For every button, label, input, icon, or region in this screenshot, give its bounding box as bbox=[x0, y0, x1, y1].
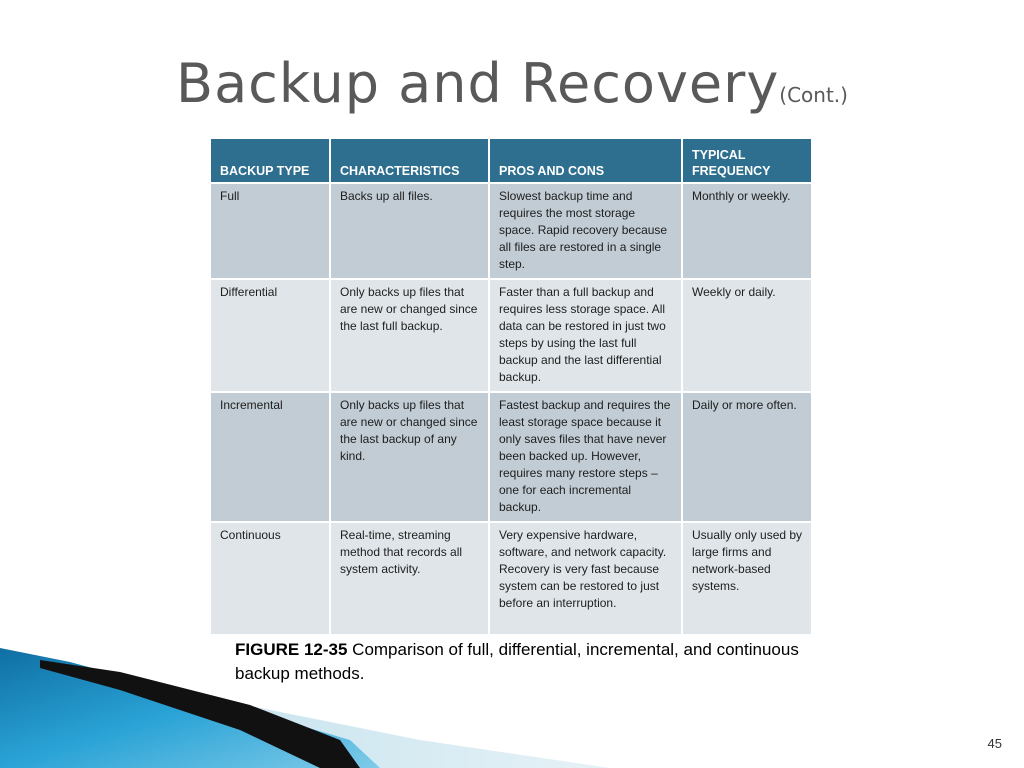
backup-comparison-table bbox=[211, 139, 811, 634]
cell-type: Incremental bbox=[211, 392, 330, 522]
table-row bbox=[211, 522, 811, 634]
cell-type: Continuous bbox=[211, 522, 330, 634]
table-header-row bbox=[211, 139, 811, 183]
table-row bbox=[211, 183, 811, 279]
figure-label: FIGURE 12-35 bbox=[235, 640, 348, 659]
header-frequency-line1: TYPICAL bbox=[692, 148, 746, 162]
cell-characteristics: Real-time, streaming method that records all system activity. bbox=[330, 522, 489, 634]
figure-caption bbox=[235, 638, 815, 686]
cell-pros-cons: Slowest backup time and requires the most storage space. Rapid recovery because all files are restored in a single step. bbox=[489, 183, 682, 279]
cell-pros-cons: Fastest backup and requires the least storage space because it only saves files that have never been backed up. However, requires many restore steps – one for each incremental backup. bbox=[489, 392, 682, 522]
table-row bbox=[211, 279, 811, 392]
header-frequency-line2: FREQUENCY bbox=[692, 164, 771, 178]
cell-pros-cons: Very expensive hardware, software, and network capacity. Recovery is very fast because system can be restored to just before an interruption. bbox=[489, 522, 682, 634]
table-row bbox=[211, 392, 811, 522]
header-pros-and-cons: PROS AND CONS bbox=[489, 139, 682, 183]
cell-frequency: Daily or more often. bbox=[682, 392, 811, 522]
cell-pros-cons: Faster than a full backup and requires less storage space. All data can be restored in just two steps by using the last full backup and the last differential backup. bbox=[489, 279, 682, 392]
cell-frequency: Weekly or daily. bbox=[682, 279, 811, 392]
slide-title bbox=[0, 52, 1024, 115]
cell-characteristics: Only backs up files that are new or changed since the last full backup. bbox=[330, 279, 489, 392]
header-characteristics: CHARACTERISTICS bbox=[330, 139, 489, 183]
slide-title-suffix: (Cont.) bbox=[779, 83, 848, 107]
header-backup-type: BACKUP TYPE bbox=[211, 139, 330, 183]
cell-characteristics: Backs up all files. bbox=[330, 183, 489, 279]
slide-title-main: Backup and Recovery bbox=[176, 52, 780, 115]
header-typical-frequency bbox=[682, 139, 811, 183]
cell-frequency: Usually only used by large firms and network-based systems. bbox=[682, 522, 811, 634]
cell-type: Full bbox=[211, 183, 330, 279]
cell-frequency: Monthly or weekly. bbox=[682, 183, 811, 279]
cell-type: Differential bbox=[211, 279, 330, 392]
page-number: 45 bbox=[987, 736, 1002, 751]
figure-caption-text: Comparison of full, differential, incremental, and continuous backup methods. bbox=[235, 640, 799, 683]
cell-characteristics: Only backs up files that are new or changed since the last backup of any kind. bbox=[330, 392, 489, 522]
